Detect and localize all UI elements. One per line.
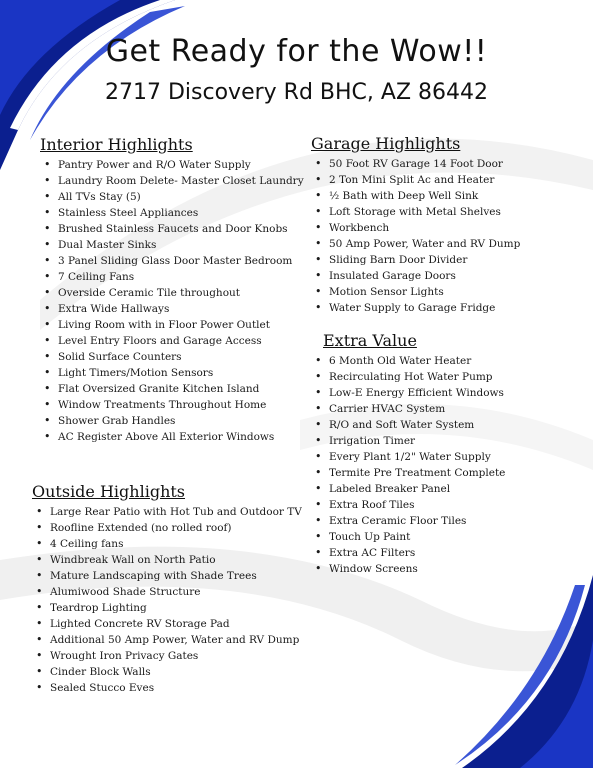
list-item: • Brushed Stainless Faucets and Door Knobs xyxy=(40,221,304,237)
extra-value-heading: Extra Value xyxy=(323,331,417,350)
interior-highlights-heading: Interior Highlights xyxy=(40,135,193,154)
list-item: • AC Register Above All Exterior Windows xyxy=(40,429,304,445)
list-item: • Extra Roof Tiles xyxy=(311,497,505,513)
list-item: • Pantry Power and R/O Water Supply xyxy=(40,157,304,173)
list-item: • Cinder Block Walls xyxy=(32,664,302,680)
property-address: 2717 Discovery Rd BHC, AZ 86442 xyxy=(105,80,488,105)
list-item: • Roofline Extended (no rolled roof) xyxy=(32,520,302,536)
list-item: • Every Plant 1/2" Water Supply xyxy=(311,449,505,465)
list-item: • Dual Master Sinks xyxy=(40,237,304,253)
list-item: • Living Room with in Floor Power Outlet xyxy=(40,317,304,333)
list-item: • Motion Sensor Lights xyxy=(311,284,520,300)
list-item: • Lighted Concrete RV Storage Pad xyxy=(32,616,302,632)
list-item: • 7 Ceiling Fans xyxy=(40,269,304,285)
list-item: • R/O and Soft Water System xyxy=(311,417,505,433)
list-item: • Large Rear Patio with Hot Tub and Outdoor TV xyxy=(32,504,302,520)
list-item: • Flat Oversized Granite Kitchen Island xyxy=(40,381,304,397)
garage-highlights-list xyxy=(311,156,520,316)
list-item: • Recirculating Hot Water Pump xyxy=(311,369,505,385)
list-item: • Loft Storage with Metal Shelves xyxy=(311,204,520,220)
list-item: • Insulated Garage Doors xyxy=(311,268,520,284)
list-item: • Level Entry Floors and Garage Access xyxy=(40,333,304,349)
list-item: • Stainless Steel Appliances xyxy=(40,205,304,221)
list-item: • Irrigation Timer xyxy=(311,433,505,449)
list-item: • 6 Month Old Water Heater xyxy=(311,353,505,369)
list-item: • Extra AC Filters xyxy=(311,545,505,561)
list-item: • 2 Ton Mini Split Ac and Heater xyxy=(311,172,520,188)
flyer-title: Get Ready for the Wow!! xyxy=(105,34,488,69)
list-item: • Wrought Iron Privacy Gates xyxy=(32,648,302,664)
list-item: • Additional 50 Amp Power, Water and RV Dump xyxy=(32,632,302,648)
list-item: • Water Supply to Garage Fridge xyxy=(311,300,520,316)
extra-value-list xyxy=(311,353,505,577)
list-item: • All TVs Stay (5) xyxy=(40,189,304,205)
list-item: • Windbreak Wall on North Patio xyxy=(32,552,302,568)
interior-highlights-section xyxy=(40,135,304,445)
garage-highlights-heading: Garage Highlights xyxy=(311,134,461,153)
outside-highlights-list xyxy=(32,504,302,696)
list-item: • 4 Ceiling fans xyxy=(32,536,302,552)
list-item: • Sealed Stucco Eves xyxy=(32,680,302,696)
list-item: • 3 Panel Sliding Glass Door Master Bedroom xyxy=(40,253,304,269)
list-item: • Teardrop Lighting xyxy=(32,600,302,616)
outside-highlights-section xyxy=(32,482,302,696)
garage-highlights-section xyxy=(311,134,520,316)
list-item: • Light Timers/Motion Sensors xyxy=(40,365,304,381)
list-item: • Alumiwood Shade Structure xyxy=(32,584,302,600)
list-item: • Window Treatments Throughout Home xyxy=(40,397,304,413)
list-item: • Shower Grab Handles xyxy=(40,413,304,429)
outside-highlights-heading: Outside Highlights xyxy=(32,482,186,501)
extra-value-section xyxy=(311,331,505,577)
list-item: • Touch Up Paint xyxy=(311,529,505,545)
list-item: • Extra Ceramic Floor Tiles xyxy=(311,513,505,529)
list-item: • Sliding Barn Door Divider xyxy=(311,252,520,268)
list-item: • Overside Ceramic Tile throughout xyxy=(40,285,304,301)
list-item: • Termite Pre Treatment Complete xyxy=(311,465,505,481)
list-item: • Window Screens xyxy=(311,561,505,577)
list-item: • 50 Amp Power, Water and RV Dump xyxy=(311,236,520,252)
list-item: • Carrier HVAC System xyxy=(311,401,505,417)
list-item: • Workbench xyxy=(311,220,520,236)
list-item: • Laundry Room Delete- Master Closet Laundry xyxy=(40,173,304,189)
interior-highlights-list xyxy=(40,157,304,445)
list-item: • Solid Surface Counters xyxy=(40,349,304,365)
list-item: • Labeled Breaker Panel xyxy=(311,481,505,497)
list-item: • Low-E Energy Efficient Windows xyxy=(311,385,505,401)
list-item: • ½ Bath with Deep Well Sink xyxy=(311,188,520,204)
list-item: • Mature Landscaping with Shade Trees xyxy=(32,568,302,584)
list-item: • 50 Foot RV Garage 14 Foot Door xyxy=(311,156,520,172)
list-item: • Extra Wide Hallways xyxy=(40,301,304,317)
